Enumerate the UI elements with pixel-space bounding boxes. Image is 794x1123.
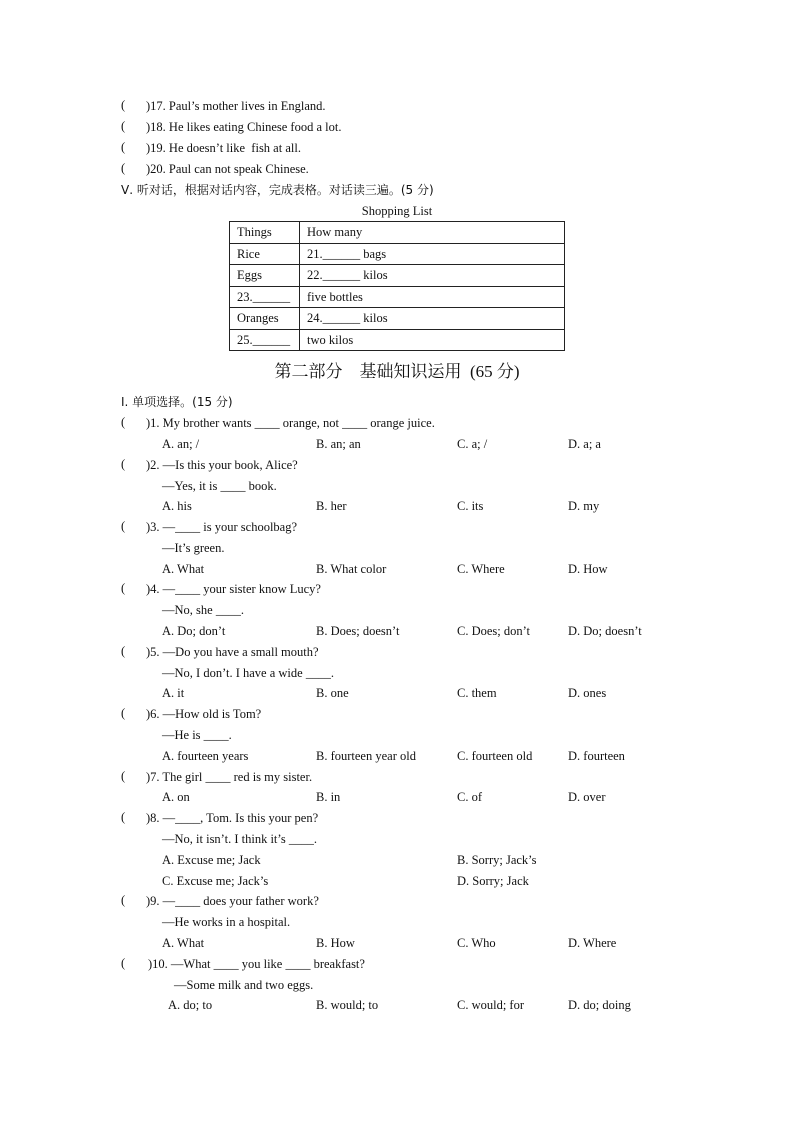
table-row (230, 265, 565, 287)
question-stem: )5. —Do you have a small mouth? (146, 645, 319, 659)
table-header-cell: Things (230, 222, 300, 244)
answer-bracket: ( (121, 140, 126, 154)
answer-option: D. my (568, 499, 600, 513)
question-stem: )4. —____ your sister know Lucy? (146, 582, 321, 596)
shopping-list-table (229, 221, 565, 351)
answer-option: D. How (568, 562, 608, 576)
answer-bracket: ( (121, 893, 126, 907)
table-cell: Rice (230, 243, 300, 265)
question-stem: )8. —____, Tom. Is this your pen? (146, 811, 319, 825)
table-header-cell: How many (300, 222, 565, 244)
table-row (230, 308, 565, 330)
answer-option: D. over (568, 790, 606, 804)
question-response-line: —Some milk and two eggs. (174, 978, 314, 992)
answer-option: C. fourteen old (457, 749, 533, 763)
answer-bracket: ( (121, 769, 126, 783)
answer-option: B. Does; doesn’t (316, 624, 400, 638)
question-stem: )2. —Is this your book, Alice? (146, 458, 298, 472)
answer-option: A. Do; don’t (162, 624, 226, 638)
answer-bracket: ( (121, 519, 126, 533)
answer-bracket: ( (121, 581, 126, 595)
tf-item: )18. He likes eating Chinese food a lot. (146, 120, 342, 134)
answer-option: A. on (162, 790, 190, 804)
question-response-line: —No, she ____. (162, 603, 244, 617)
answer-option: B. How (316, 936, 355, 950)
table-row (230, 243, 565, 265)
answer-option: A. What (162, 936, 205, 950)
answer-option: B. an; an (316, 437, 361, 451)
section-1-title: Ⅰ. 单项选择。(15 分) (121, 395, 233, 409)
question-response-line: —He is ____. (162, 728, 232, 742)
answer-option: C. of (457, 790, 482, 804)
answer-option: C. a; / (457, 437, 488, 451)
question-response-line: —It’s green. (162, 541, 225, 555)
answer-bracket: ( (121, 161, 126, 175)
answer-option: B. would; to (316, 998, 379, 1012)
tf-item: )19. He doesn’t like fish at all. (146, 141, 301, 155)
answer-option: D. fourteen (568, 749, 625, 763)
table-cell: 24.______ kilos (300, 308, 565, 330)
table-cell: 23.______ (230, 286, 300, 308)
question-stem: )3. —____ is your schoolbag? (146, 520, 298, 534)
answer-bracket: ( (121, 457, 126, 471)
answer-option: D. ones (568, 686, 607, 700)
answer-option: B. her (316, 499, 347, 513)
table-cell: Oranges (230, 308, 300, 330)
table-cell: 25.______ (230, 329, 300, 351)
answer-option: A. it (162, 686, 185, 700)
section-5-title: Ⅴ. 听对话，根据对话内容，完成表格。对话读三遍。(5 分) (121, 183, 434, 197)
answer-option: C. Who (457, 936, 496, 950)
table-cell: 22.______ kilos (300, 265, 565, 287)
question-response-line: —No, I don’t. I have a wide ____. (162, 666, 334, 680)
part-2-heading: 第二部分 基础知识运用 (65 分) (274, 362, 520, 381)
answer-option: D. a; a (568, 437, 601, 451)
answer-option: B. What color (316, 562, 387, 576)
table-cell: 21.______ bags (300, 243, 565, 265)
question-stem: )6. —How old is Tom? (146, 707, 262, 721)
table-cell: Eggs (230, 265, 300, 287)
answer-option: C. Excuse me; Jack’s (162, 874, 269, 888)
answer-option: A. an; / (162, 437, 200, 451)
answer-option: B. Sorry; Jack’s (457, 853, 537, 867)
answer-option: D. Do; doesn’t (568, 624, 642, 638)
question-response-line: —No, it isn’t. I think it’s ____. (162, 832, 317, 846)
answer-bracket: ( (121, 956, 126, 970)
answer-bracket: ( (121, 706, 126, 720)
tf-item: )17. Paul’s mother lives in England. (146, 99, 326, 113)
answer-bracket: ( (121, 810, 126, 824)
table-row (230, 329, 565, 351)
question-stem: )9. —____ does your father work? (146, 894, 319, 908)
answer-option: C. would; for (457, 998, 525, 1012)
answer-option: A. do; to (168, 998, 213, 1012)
table-caption: Shopping List (361, 204, 433, 218)
tf-item: )20. Paul can not speak Chinese. (146, 162, 309, 176)
answer-bracket: ( (121, 98, 126, 112)
answer-option: A. his (162, 499, 192, 513)
answer-bracket: ( (121, 415, 126, 429)
answer-option: D. do; doing (568, 998, 631, 1012)
answer-option: A. What (162, 562, 205, 576)
answer-option: D. Sorry; Jack (457, 874, 529, 888)
table-header-row (230, 222, 565, 244)
answer-bracket: ( (121, 644, 126, 658)
answer-option: A. Excuse me; Jack (162, 853, 261, 867)
answer-option: C. them (457, 686, 497, 700)
answer-option: C. Does; don’t (457, 624, 531, 638)
question-response-line: —Yes, it is ____ book. (162, 479, 277, 493)
answer-option: D. Where (568, 936, 617, 950)
question-response-line: —He works in a hospital. (162, 915, 291, 929)
answer-option: B. in (316, 790, 341, 804)
answer-option: B. fourteen year old (316, 749, 416, 763)
question-stem: )10. —What ____ you like ____ breakfast? (148, 957, 365, 971)
answer-option: B. one (316, 686, 349, 700)
question-stem: )1. My brother wants ____ orange, not ____ orange juice. (146, 416, 435, 430)
answer-option: C. Where (457, 562, 505, 576)
question-stem: )7. The girl ____ red is my sister. (146, 770, 313, 784)
answer-option: A. fourteen years (162, 749, 249, 763)
answer-option: C. its (457, 499, 484, 513)
table-cell: five bottles (300, 286, 565, 308)
table-row (230, 286, 565, 308)
table-cell: two kilos (300, 329, 565, 351)
answer-bracket: ( (121, 119, 126, 133)
